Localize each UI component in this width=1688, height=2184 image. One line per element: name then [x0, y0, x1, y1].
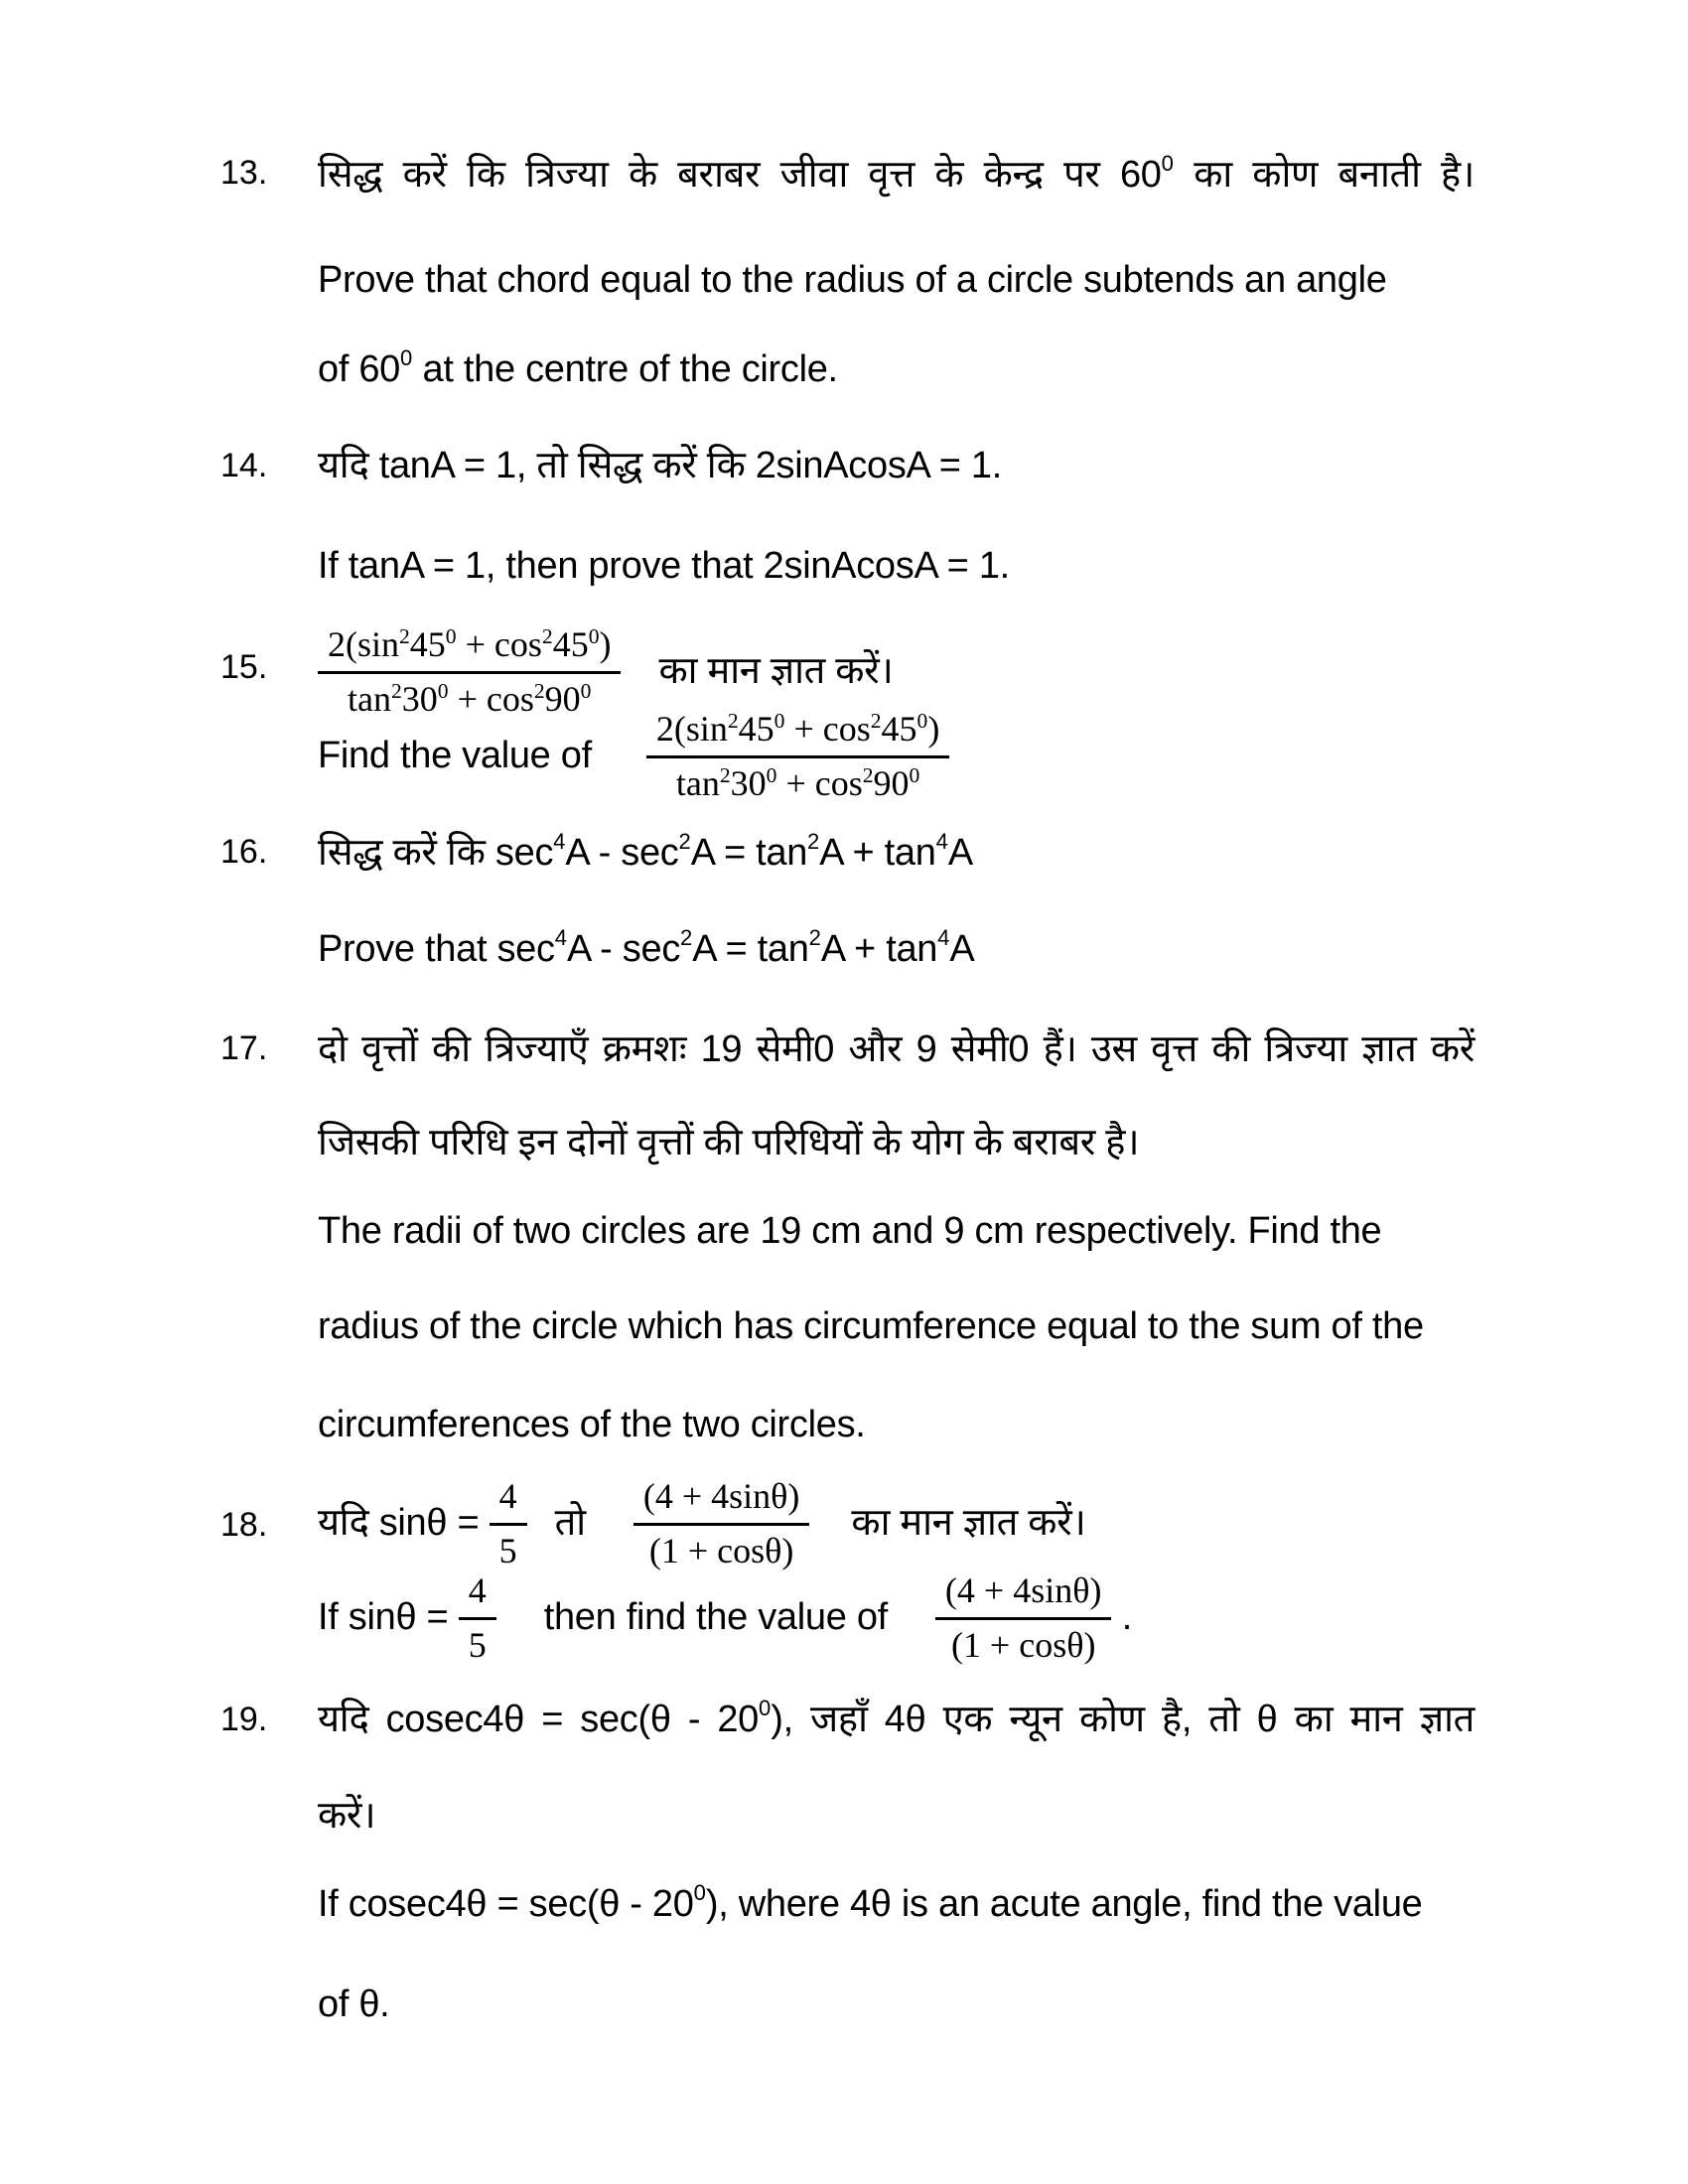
text-segment: ): [927, 709, 940, 750]
fraction: [935, 1570, 1112, 1666]
text-segment: A - sec: [565, 832, 679, 874]
text-segment: 90: [873, 762, 910, 803]
question-number: 18.: [220, 1506, 268, 1544]
spacer: [527, 1524, 555, 1525]
text-segment: करें।: [318, 1795, 376, 1837]
q17-hindi-line2: [318, 1121, 1475, 1166]
superscript: 0: [916, 709, 928, 734]
q16-english: [318, 927, 1475, 973]
text-segment: circumferences of the two circles.: [318, 1404, 866, 1445]
text-segment: ): [599, 624, 612, 665]
text-segment: ), where 4θ is an acute angle, find the value: [705, 1883, 1423, 1925]
superscript: 2: [808, 925, 821, 951]
text-segment: If sinθ =: [318, 1596, 459, 1639]
spacer: [888, 1618, 935, 1619]
superscript: 2: [678, 829, 691, 855]
q14-hindi: [318, 444, 1475, 489]
text-segment: 5: [468, 1624, 487, 1665]
text-segment: tan: [348, 678, 391, 719]
superscript: 2: [807, 829, 820, 855]
text-segment: + cos: [784, 709, 871, 750]
text-segment: यदि cosec4θ = sec(θ - 20: [318, 1699, 759, 1740]
text-segment: का मान ज्ञात करें।: [851, 1502, 1086, 1545]
text-segment: (1 + cosθ): [648, 1530, 794, 1570]
superscript: 2: [680, 925, 693, 951]
q16-hindi: [318, 831, 1475, 877]
text-segment: सिद्ध करें कि sec: [318, 832, 554, 874]
question-number: 15.: [220, 648, 268, 686]
text-segment: यदि tanA = 1, तो सिद्ध करें कि 2sinAcosA = 1.: [318, 445, 1002, 486]
spacer: [496, 1618, 544, 1619]
superscript: 2: [533, 678, 545, 703]
text-segment: + cos: [448, 678, 534, 719]
text-segment: जिसकी परिधि इन दोनों वृत्तों की परिधियों के योग के बराबर है।: [318, 1122, 1140, 1163]
question-number: 17.: [220, 1029, 268, 1067]
superscript: 0: [909, 762, 920, 787]
fraction: [459, 1570, 496, 1666]
q17-hindi-line1: [318, 1027, 1475, 1073]
fraction-numerator: [646, 709, 949, 757]
text-segment: tan: [675, 762, 720, 803]
superscript: 0: [766, 762, 777, 787]
superscript: 2: [399, 624, 410, 649]
text-segment: If tanA = 1, then prove that 2sinAcosA = 1.: [318, 545, 1010, 587]
text-segment: दो वृत्तों की त्रिज्याएँ क्रमशः 19 सेमी0 और 9 सेमी0 हैं। उस वृत्त की त्रिज्या ज्ञात करें: [318, 1028, 1475, 1070]
text-segment: 45: [738, 709, 774, 750]
fraction-denominator: [676, 758, 919, 804]
superscript: 2: [870, 709, 882, 734]
text-segment: 4: [468, 1570, 487, 1611]
text-segment: ), जहाँ 4θ एक न्यून कोण है, तो θ का मान ज्ञात: [771, 1699, 1475, 1740]
text-segment: 2(sin: [328, 624, 399, 665]
text-segment: A: [949, 928, 975, 970]
q17-english-line2: [318, 1304, 1475, 1350]
text-segment: Prove that chord equal to the radius of a circle subtends an angle: [318, 259, 1387, 301]
text-segment: 30: [730, 762, 767, 803]
text-segment: Prove that sec: [318, 928, 555, 970]
question-number: 19.: [220, 1701, 268, 1738]
text-segment: + cos: [776, 762, 863, 803]
superscript: 4: [935, 829, 948, 855]
superscript: 2: [390, 678, 402, 703]
fraction-numerator: [935, 1570, 1112, 1619]
superscript: 2: [862, 762, 874, 787]
superscript: 2: [541, 624, 553, 649]
superscript: 0: [580, 678, 592, 703]
superscript: 4: [937, 925, 950, 951]
superscript: 2: [719, 762, 731, 787]
q19-english-line2: [318, 1982, 1475, 2028]
superscript: 2: [727, 709, 739, 734]
fraction-denominator: [951, 1620, 1096, 1666]
superscript: 0: [774, 709, 785, 734]
text-segment: 45: [552, 624, 589, 665]
fraction-numerator: [490, 1476, 527, 1525]
text-segment: 2(sin: [655, 709, 728, 750]
q19-english-line1: [318, 1882, 1475, 1928]
q13-english-line2: [318, 347, 1475, 393]
superscript: 0: [1161, 151, 1174, 177]
superscript: 0: [437, 678, 449, 703]
text-segment: 4: [498, 1476, 517, 1517]
text-segment: then find the value of: [543, 1596, 888, 1639]
q13-hindi: [318, 153, 1475, 199]
text-segment: सिद्ध करें कि त्रिज्या के बराबर जीवा वृत्त के केन्द्र पर 60: [318, 154, 1162, 196]
text-segment: If cosec4θ = sec(θ - 20: [318, 1883, 694, 1925]
question-number: 13.: [220, 154, 268, 192]
text-segment: A = tan: [690, 832, 808, 874]
question-number: 14.: [220, 447, 268, 484]
question-number: 16.: [220, 833, 268, 871]
superscript: 4: [553, 829, 566, 855]
text-segment: (4 + 4sinθ): [642, 1476, 800, 1517]
superscript: 4: [554, 925, 567, 951]
text-segment: का कोण बनाती है।: [1173, 154, 1476, 196]
text-segment: radius of the circle which has circumference equal to the sum of the: [318, 1305, 1424, 1347]
fraction: [646, 709, 949, 804]
superscript: 0: [693, 1880, 706, 1906]
text-segment: यदि sinθ =: [318, 1502, 490, 1545]
superscript: 0: [400, 345, 413, 371]
superscript: 0: [759, 1696, 772, 1721]
text-segment: 45: [881, 709, 917, 750]
text-segment: (4 + 4sinθ): [944, 1570, 1102, 1611]
fraction-numerator: [633, 1476, 810, 1525]
text-segment: of θ.: [318, 1983, 390, 2025]
q14-english: [318, 544, 1475, 590]
text-segment: The radii of two circles are 19 cm and 9 cm respectively. Find the: [318, 1210, 1382, 1252]
text-segment: 5: [498, 1530, 517, 1570]
spacer: [592, 756, 646, 757]
q19-hindi-line1: [318, 1698, 1475, 1743]
text-segment: of 60: [318, 348, 401, 390]
spacer: [586, 1524, 633, 1525]
text-segment: A - sec: [566, 928, 681, 970]
text-segment: at the centre of the circle.: [412, 348, 838, 390]
text-segment: 45: [409, 624, 446, 665]
text-segment: तो: [554, 1502, 586, 1545]
text-segment: Find the value of: [318, 735, 592, 777]
text-segment: 30: [401, 678, 438, 719]
q17-english-line3: [318, 1403, 1475, 1448]
text-segment: A = tan: [692, 928, 809, 970]
text-segment: (1 + cosθ): [950, 1624, 1096, 1665]
q17-english-line1: [318, 1209, 1475, 1255]
text-segment: A + tan: [819, 832, 936, 874]
fraction-denominator: [469, 1620, 487, 1666]
q19-hindi-line2: [318, 1794, 1475, 1840]
text-segment: A: [947, 832, 973, 874]
fraction-numerator: [318, 624, 621, 673]
text-segment: + cos: [456, 624, 542, 665]
fraction-numerator: [459, 1570, 496, 1619]
superscript: 0: [445, 624, 457, 649]
text-segment: A + tan: [820, 928, 938, 970]
text-segment: का मान ज्ञात करें।: [658, 650, 894, 693]
spacer: [621, 672, 658, 673]
text-segment: 90: [544, 678, 581, 719]
spacer: [809, 1524, 851, 1525]
superscript: 0: [588, 624, 600, 649]
text-segment: .: [1111, 1596, 1132, 1639]
q15-english: [318, 692, 1475, 821]
q18-english: [318, 1554, 1475, 1683]
q13-english-line1: [318, 258, 1475, 304]
